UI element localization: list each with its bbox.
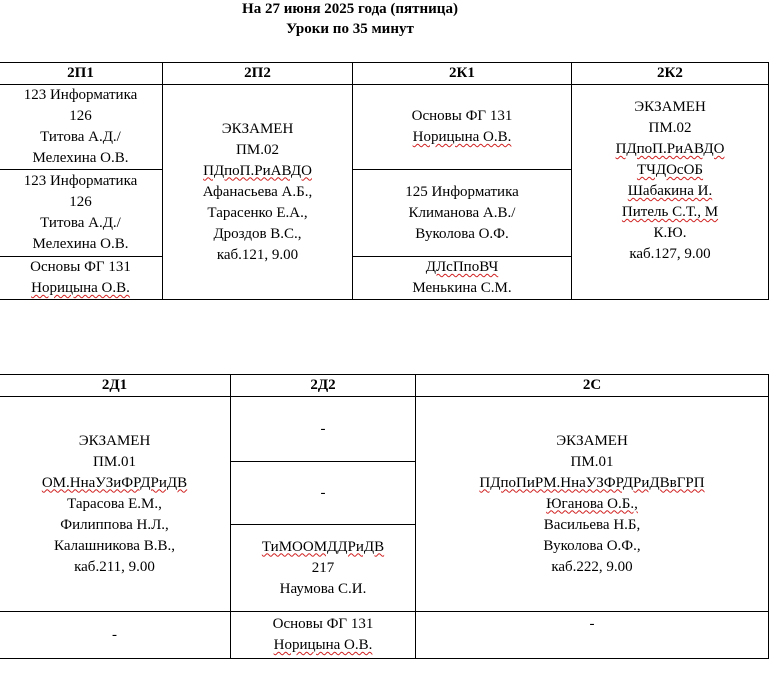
examiner: Дроздов В.С., <box>213 225 302 242</box>
cell-2s-lesson-4: - <box>416 612 769 659</box>
cell-2s-exam <box>416 397 769 612</box>
cell-2p1-lesson-3 <box>0 257 163 300</box>
subject: ДЛсПпоВЧ <box>425 259 499 275</box>
room-time: каб.127, 9.00 <box>629 246 711 262</box>
column-header-2k1: 2К1 <box>353 63 572 85</box>
module-code: ПМ.01 <box>570 453 614 470</box>
exam-label: ЭКЗАМЕН <box>556 432 628 449</box>
teacher: Вуколова О.Ф. <box>415 225 509 242</box>
cell-2d2-lesson-2: - <box>231 462 416 525</box>
column-header-2s: 2С <box>416 375 769 397</box>
cell-2p1-lesson-2 <box>0 170 163 257</box>
module-abbrev: ПДпоП.РиАВДО <box>615 141 725 157</box>
column-header-2k2: 2К2 <box>572 63 769 85</box>
module-abbrev: ПДпоП.РиАВДО <box>203 162 312 179</box>
teacher: Наумова С.И. <box>279 580 367 597</box>
schedule-table-groups-p-k <box>0 62 769 300</box>
teacher: Титова А.Д./ <box>40 215 121 231</box>
room: 126 <box>69 108 92 124</box>
cell-2k1-lesson-1 <box>353 85 572 170</box>
teacher: Титова А.Д./ <box>40 129 121 145</box>
cell-2k1-lesson-3 <box>353 257 572 300</box>
examiner: Тарасова Е.М., <box>67 495 162 512</box>
examiner: Калашникова В.В., <box>54 537 175 554</box>
cell-2d2-lesson-1: - <box>231 397 416 462</box>
examiner: Афанасьева А.Б., <box>202 183 313 200</box>
teacher: Норицына О.В. <box>31 280 130 296</box>
cell-2d1-lesson-4: - <box>0 612 231 659</box>
column-header-2d1: 2Д1 <box>0 375 231 397</box>
examiner: Питель С.Т., М <box>621 204 719 220</box>
examiner: Вуколова О.Ф., <box>543 537 641 554</box>
module-abbrev: ОМ.НнаУЗиФРДРиДВ <box>41 474 188 491</box>
subject: Основы ФГ 131 <box>411 108 513 124</box>
cell-2d1-exam <box>0 397 231 612</box>
exam-label: ЭКЗАМЕН <box>221 120 294 137</box>
column-header-2d2: 2Д2 <box>231 375 416 397</box>
examiner: Васильева Н.Б, <box>543 516 641 533</box>
room: 217 <box>311 559 335 576</box>
cell-2k2-exam <box>572 85 769 300</box>
teacher: Климанова А.В./ <box>408 204 516 221</box>
lesson-duration-subtitle: Уроки по 35 минут <box>286 21 414 37</box>
subject: Основы ФГ 131 <box>272 616 374 632</box>
exam-label: ЭКЗАМЕН <box>634 99 706 115</box>
examiner: Юганова О.Б., <box>546 495 638 512</box>
module-code: ПМ.02 <box>648 120 692 136</box>
room-time: каб.211, 9.00 <box>74 558 155 575</box>
module-code: ПМ.02 <box>236 141 279 158</box>
room-time: каб.222, 9.00 <box>551 558 633 575</box>
exam-label: ЭКЗАМЕН <box>78 432 151 449</box>
subject: Основы ФГ 131 <box>30 259 131 275</box>
subject: 125 Информатика <box>405 183 519 200</box>
teacher: Норицына О.В. <box>273 637 373 653</box>
teacher: Менькина С.М. <box>412 280 512 296</box>
cell-2d2-lesson-4 <box>231 612 416 659</box>
schedule-date-title: На 27 июня 2025 года (пятница) <box>242 1 458 17</box>
examiner: Тарасенко Е.А., <box>207 204 308 221</box>
column-header-2p1: 2П1 <box>0 63 163 85</box>
teacher: Норицына О.В. <box>412 129 512 145</box>
teacher: Мелехина О.В. <box>32 236 129 252</box>
module-abbrev: ТЧДОсОБ <box>636 162 704 178</box>
room-time: каб.121, 9.00 <box>216 246 299 263</box>
teacher: Мелехина О.В. <box>32 150 129 166</box>
examiner: Филиппова Н.Л., <box>60 516 169 533</box>
cell-2k1-lesson-2 <box>353 170 572 257</box>
examiner: Шабакина И. <box>627 183 713 199</box>
column-header-2p2: 2П2 <box>163 63 353 85</box>
examiner: К.Ю. <box>653 225 687 241</box>
subject: 123 Информатика <box>23 87 138 103</box>
schedule-table-groups-d-s <box>0 374 769 659</box>
cell-2d2-lesson-3 <box>231 525 416 612</box>
room: 126 <box>69 194 92 210</box>
module-abbrev: ПДпоПиРМ.НнаУЗФРДРиДВвГРП <box>479 474 705 491</box>
cell-2p1-lesson-1 <box>0 85 163 170</box>
subject: ТиМООМДДРиДВ <box>261 538 385 555</box>
subject: 123 Информатика <box>23 173 138 189</box>
cell-2p2-exam <box>163 85 353 300</box>
module-code: ПМ.01 <box>93 453 136 470</box>
